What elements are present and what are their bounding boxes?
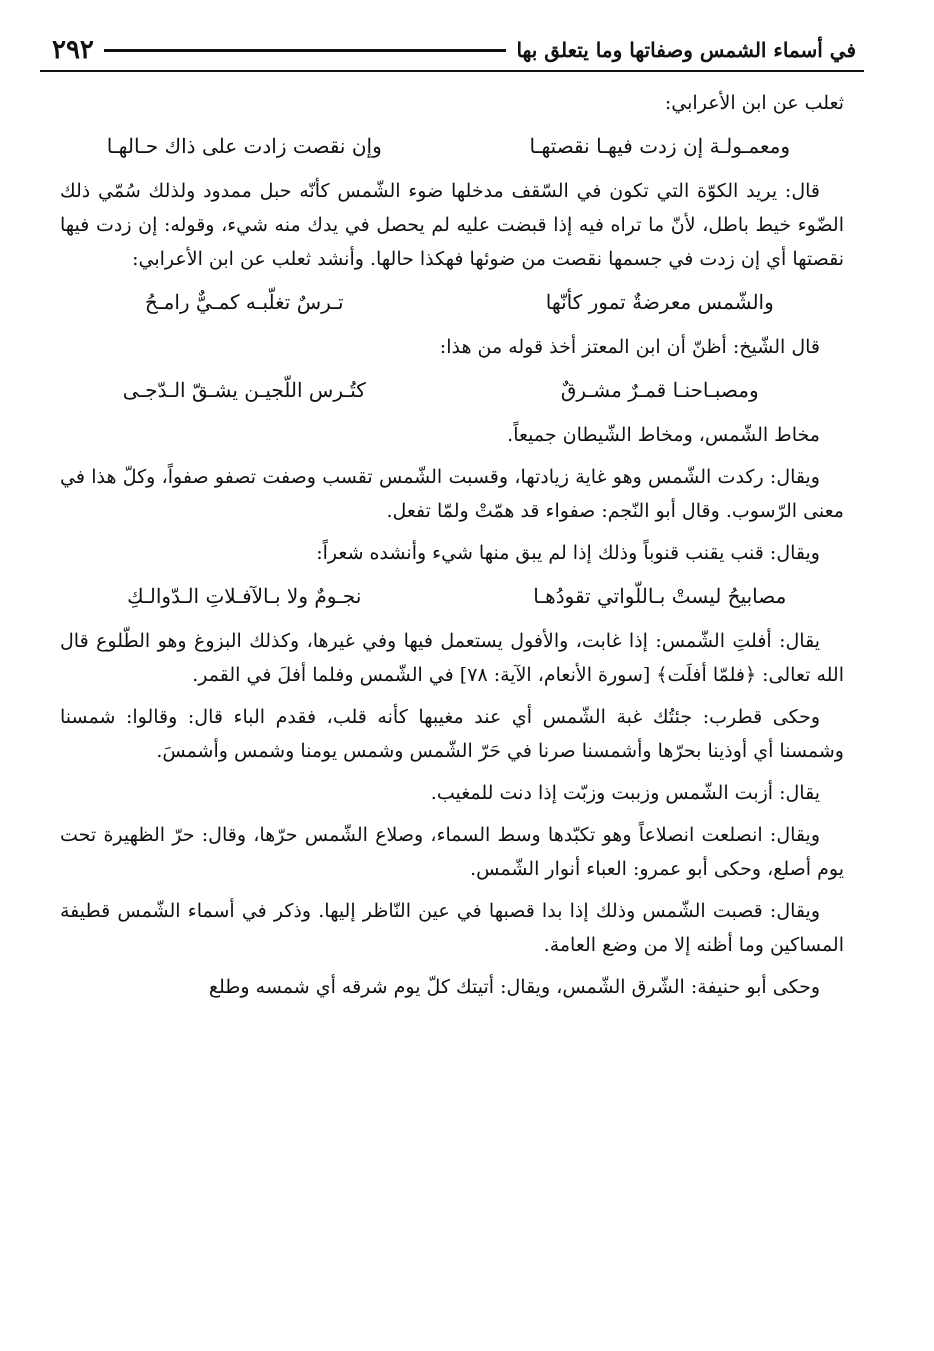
verse-first-hemistich: مصابيحُ ليستْ بـاللّواتي تقودُهـا (533, 584, 787, 608)
paragraph: يقال: أزبت الشّمس وزببت وزبّت إذا دنت للمغيب. (430, 782, 820, 804)
verse-second-hemistich: نجـومٌ ولا بـالآفـلاتِ الـدّوالـكِ (127, 584, 362, 608)
page-header (40, 30, 864, 72)
verse-second-hemistich: وإن نقصت زادت على ذاك حـالهـا (106, 134, 382, 158)
paragraph: قال: يريد الكوّة التي تكون في السّقف مدخلها ضوء الشّمس كأنّه حبل ممدود ولذلك سُمّي ذلك الضّوء خيط باطل، لأنّ ما تراه فيه إذا قبضت عليه لم يحصل في يدك منه شيء، وقوله: إن زدت فيها نقصتها أي إن زدت في جسمها نقصت من ضوئها فهكذا حالها. وأنشد ثعلب عن ابن الأعرابي: (60, 180, 844, 270)
verse-first-hemistich: والشّمس معرضةٌ تمور كأنّها (545, 290, 774, 314)
paragraph: ويقال: ركدت الشّمس وهو غاية زيادتها، وقسبت الشّمس تقسب وصفت تصفو صفواً، وكلّ هذا في معنى الرّسوب. وقال أبو النّجم: صفواء قد همّتْ ولمّا تفعل. (60, 466, 844, 522)
verse-first-hemistich: ومصبـاحنـا قمـرٌ مشـرقٌ (560, 378, 759, 402)
paragraph: ويقال: قنب يقنب قنوباً وذلك إذا لم يبق منها شيء وأنشده شعراً: (316, 542, 820, 564)
paragraph: ثعلب عن ابن الأعرابي: (664, 92, 844, 114)
paragraph: وحكى أبو حنيفة: الشّرق الشّمس، ويقال: أتيتك كلّ يوم شرقه أي شمسه وطلع (208, 976, 820, 998)
verse-first-hemistich: ومعمـولـة إن زدت فيهـا نقصتهـا (529, 134, 791, 158)
verse-line (60, 284, 844, 320)
paragraph: مخاط الشّمس، ومخاط الشّيطان جميعاً. (507, 424, 820, 446)
paragraph: قال الشّيخ: أظنّ أن ابن المعتز أخذ قوله من هذا: (439, 336, 820, 358)
verse-line (60, 128, 844, 164)
verse-second-hemistich: كتُـرس اللّجيـن يشـقّ الـدّجـى (122, 378, 366, 402)
verse-line (60, 578, 844, 614)
page-body (60, 86, 844, 1012)
verse-line (60, 372, 844, 408)
paragraph: ويقال: انصلعت انصلاعاً وهو تكبّدها وسط السماء، وصلاع الشّمس حرّها، وقال: حرّ الظهيرة تحت يوم أصلع، وحكى أبو عمرو: العباء أنوار الشّمس. (60, 824, 844, 880)
paragraph: وحكى قطرب: جئتُك غبة الشّمس أي عند مغيبها كأنه قلب، فقدم الباء قال: وقالوا: شمسنا وشمسنا أي أوذينا بحرّها وأشمسنا صرنا في حَرّ الشّمس وشمس يومنا وشمس وأشمسَ. (60, 706, 844, 762)
page-number: ٢٩٢ (52, 35, 94, 65)
header-rule (104, 49, 507, 52)
verse-second-hemistich: تـرسٌ تغلّبـه كمـيٌّ رامـحُ (144, 290, 344, 314)
paragraph: يقال: أفلتِ الشّمس: إذا غابت، والأفول يستعمل فيها وفي غيرها، وكذلك البزوغ وهو الطّلوع قال الله تعالى: ﴿فلمّا أفلَت﴾ [سورة الأنعام، الآية: ٧٨] في الشّمس وفلما أفلَ في القمر. (60, 630, 844, 686)
paragraph: ويقال: قصبت الشّمس وذلك إذا بدا قصبها في عين النّاظر إليها. وذكر في أسماء الشّمس قطيفة المساكين وما أظنه إلا من وضع العامة. (60, 900, 844, 956)
running-title: في أسماء الشمس وصفاتها وما يتعلق بها (516, 38, 856, 62)
